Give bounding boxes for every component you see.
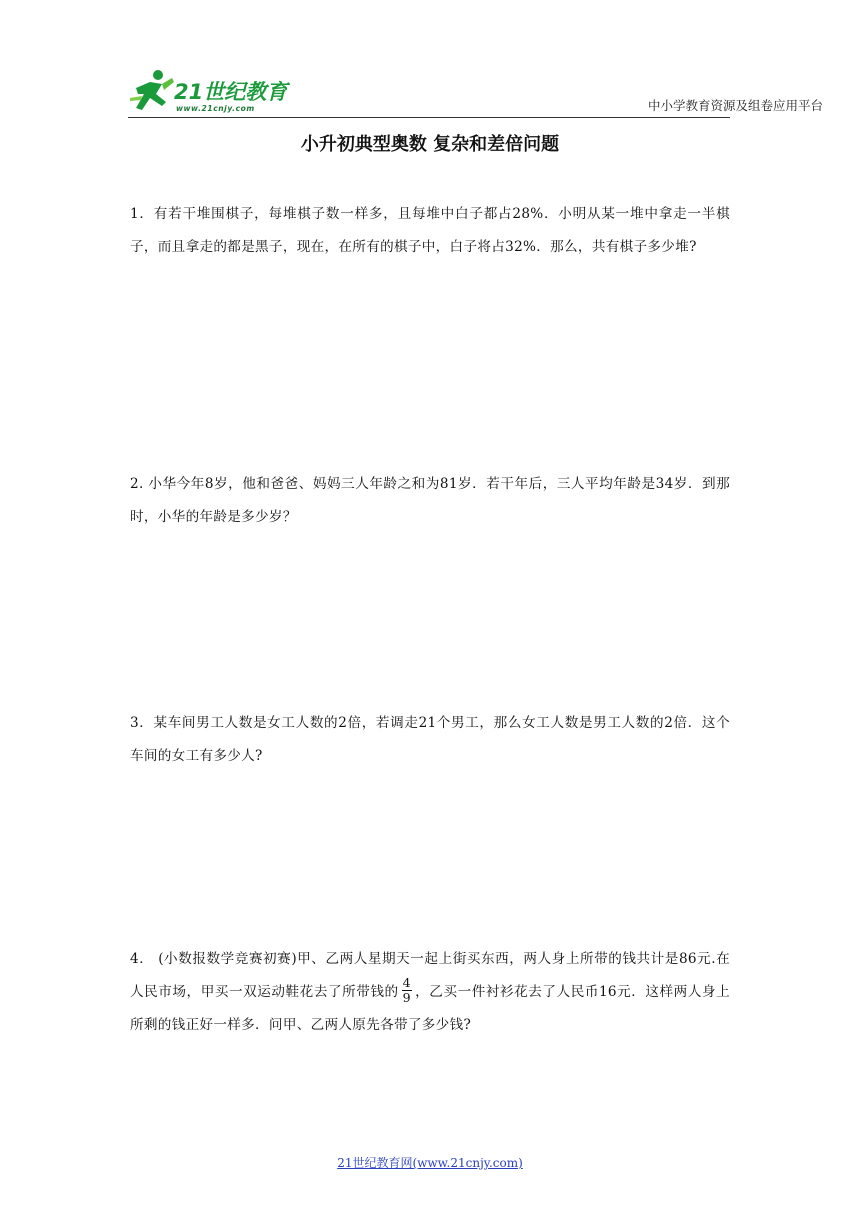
question-4-text-before: 4． (小数报数学竞赛初赛)甲、乙两人星期天一起上街买东西，两人身上所带的钱共计是86元.在人民市场，甲买一双运动鞋花去了所带钱的 bbox=[130, 951, 730, 1000]
question-3: 3．某车间男工人数是女工人数的2倍，若调走21个男工，那么女工人数是男工人数的2倍．这个车间的女工有多少人? bbox=[130, 715, 730, 764]
question-2: 2. 小华今年8岁，他和爸爸、妈妈三人年龄之和为81岁．若干年后，三人平均年龄是34岁．到那时，小华的年龄是多少岁？ bbox=[130, 476, 730, 525]
page-header bbox=[128, 62, 823, 120]
header-divider bbox=[128, 117, 730, 118]
platform-name: 中小学教育资源及组卷应用平台 bbox=[647, 98, 823, 113]
logo-text: 21世纪教育 bbox=[174, 80, 288, 104]
page-title: 小升初典型奥数 复杂和差倍问题 bbox=[300, 134, 560, 155]
runner-logo-icon bbox=[128, 68, 176, 114]
logo-url: www.21cnjy.com bbox=[176, 104, 255, 113]
logo bbox=[128, 68, 308, 116]
question-4-text-after: ，乙买一件衬衫花去了人民币16元．这样两人身上所剩的钱正好一样多．问甲、乙两人原先各带了多少钱? bbox=[130, 984, 730, 1033]
fraction-denominator: 9 bbox=[402, 990, 411, 1005]
question-1: 1．有若干堆围棋子，每堆棋子数一样多，且每堆中白子都占28%．小明从某一堆中拿走一半棋子，而且拿走的都是黑子，现在，在所有的棋子中，白子将占32%．那么，共有棋子多少堆? bbox=[130, 206, 730, 255]
fraction-numerator: 4 bbox=[402, 975, 411, 990]
question-4 bbox=[130, 943, 730, 1042]
footer-link[interactable]: 21世纪教育网(www.21cnjy.com) bbox=[337, 1156, 523, 1170]
fraction bbox=[402, 976, 412, 1005]
